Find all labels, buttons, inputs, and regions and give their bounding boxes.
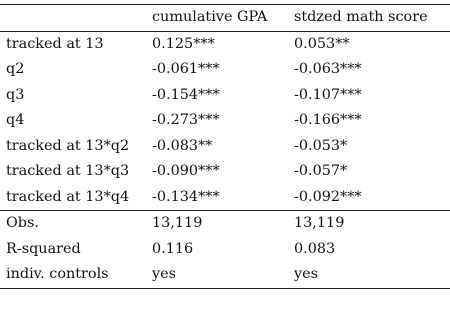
header-math-score: stdzed math score — [286, 5, 450, 32]
table-row — [0, 185, 450, 211]
math-value: -0.107*** — [294, 86, 362, 103]
math-value: 0.053** — [294, 35, 350, 52]
header-row — [0, 5, 450, 32]
stats-row — [0, 237, 450, 263]
table-row — [0, 134, 450, 160]
gpa-value: -0.154*** — [152, 86, 220, 103]
table-row — [0, 57, 450, 83]
row-label: tracked at 13 — [6, 35, 104, 52]
table-row — [0, 31, 450, 57]
gpa-value: -0.273*** — [152, 112, 220, 129]
math-value: 0.083 — [294, 240, 336, 257]
gpa-value: 0.116 — [152, 240, 194, 257]
row-label: indiv. controls — [0, 262, 142, 288]
math-value: -0.166*** — [294, 112, 362, 129]
row-label: q3 — [6, 86, 25, 103]
row-label: tracked at 13*q3 — [6, 163, 130, 180]
gpa-value: 0.125*** — [152, 35, 215, 52]
table-row — [0, 83, 450, 109]
math-value: yes — [286, 262, 450, 288]
header-cumulative-gpa: cumulative GPA — [142, 5, 286, 32]
gpa-value: -0.061*** — [152, 61, 220, 78]
row-label: tracked at 13*q4 — [6, 188, 130, 205]
math-value: -0.053* — [294, 137, 348, 154]
table-row — [0, 108, 450, 134]
gpa-value: -0.083** — [152, 137, 213, 154]
header-blank — [0, 5, 142, 32]
math-value: 13,119 — [286, 211, 450, 237]
gpa-value: yes — [142, 262, 286, 288]
math-value: -0.092*** — [294, 188, 362, 205]
math-value: -0.057* — [294, 163, 348, 180]
regression-table — [0, 4, 450, 289]
table-row — [0, 159, 450, 185]
gpa-value: -0.090*** — [152, 163, 220, 180]
row-label: Obs. — [0, 211, 142, 237]
row-label: q4 — [6, 112, 25, 129]
stats-row — [0, 262, 450, 288]
stats-row — [0, 211, 450, 237]
gpa-value: -0.134*** — [152, 188, 220, 205]
row-label: tracked at 13*q2 — [6, 137, 130, 154]
row-label: q2 — [6, 61, 25, 78]
gpa-value: 13,119 — [142, 211, 286, 237]
row-label: R-squared — [6, 240, 81, 257]
math-value: -0.063*** — [294, 61, 362, 78]
